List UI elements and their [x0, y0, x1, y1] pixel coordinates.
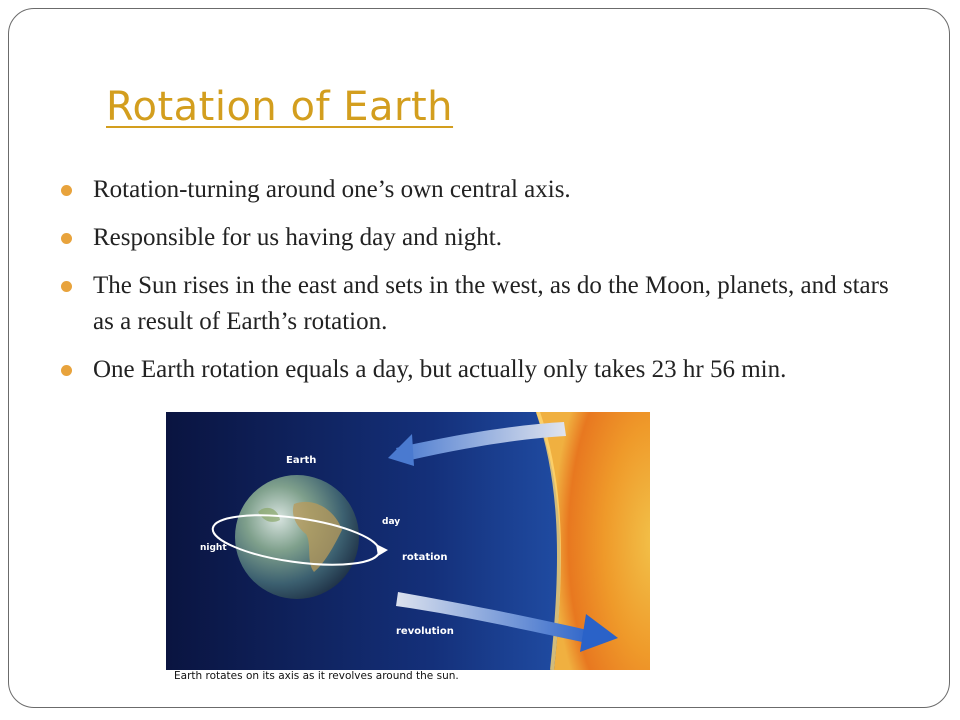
earth-sun-illustration — [166, 412, 650, 684]
night-label: night — [200, 543, 227, 553]
rotation-label: rotation — [402, 552, 448, 563]
bullet-text: Rotation-turning around one’s own central axis. — [93, 176, 571, 203]
earth-label: Earth — [286, 455, 317, 466]
bullet-item — [60, 352, 910, 388]
bullet-text: One Earth rotation equals a day, but actually only takes 23 hr 56 min. — [93, 356, 787, 383]
day-label: day — [382, 517, 401, 527]
bullet-item — [60, 268, 910, 340]
bullet-dot-icon — [61, 233, 72, 244]
bullet-dot-icon — [61, 365, 72, 376]
earth-rotation-figure — [166, 412, 650, 684]
bullet-text: The Sun rises in the east and sets in the west, as do the Moon, planets, and stars as a result of Earth’s rotation. — [93, 272, 889, 335]
slide-title[interactable]: Rotation of Earth — [106, 84, 454, 130]
bullet-item — [60, 220, 910, 256]
bullet-list — [60, 172, 910, 400]
bullet-dot-icon — [61, 185, 72, 196]
bullet-dot-icon — [61, 281, 72, 292]
revolution-label: revolution — [396, 626, 454, 637]
figure-caption: Earth rotates on its axis as it revolves around the sun. — [174, 670, 459, 682]
bullet-text: Responsible for us having day and night. — [93, 224, 502, 251]
bullet-item — [60, 172, 910, 208]
